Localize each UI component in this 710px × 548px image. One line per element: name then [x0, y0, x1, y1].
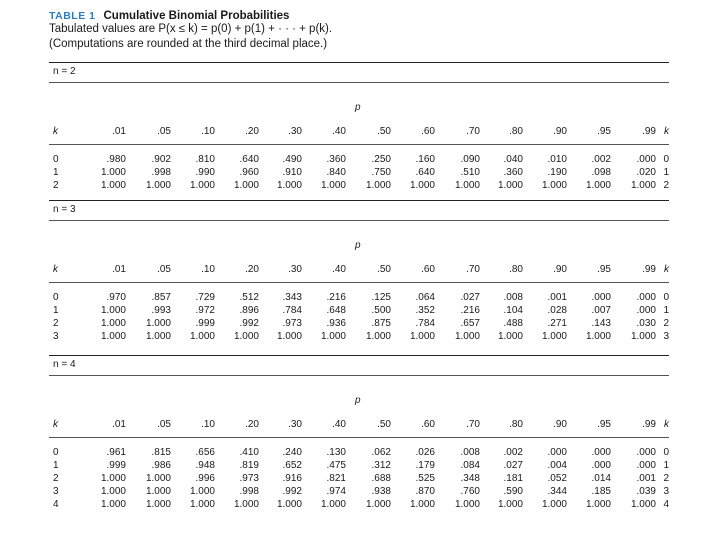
- table-cell: .040: [503, 154, 523, 165]
- table-header: [49, 10, 332, 52]
- table-cell: 1.000: [276, 331, 302, 342]
- k-value-right: 2: [663, 180, 669, 191]
- table-cell: .875: [371, 318, 391, 329]
- k-header-right: k: [664, 264, 669, 275]
- p-header-cell: .05: [157, 126, 171, 137]
- table-cell: .010: [547, 154, 567, 165]
- k-value-left: 2: [53, 180, 59, 191]
- k-value-right: 0: [663, 447, 669, 458]
- table-cell: .143: [591, 318, 611, 329]
- table-cell: .014: [591, 473, 611, 484]
- table-cell: .961: [106, 447, 126, 458]
- table-cell: 1.000: [189, 331, 215, 342]
- p-header-cell: .40: [332, 264, 346, 275]
- k-value-left: 1: [53, 167, 59, 178]
- table-cell: .348: [460, 473, 480, 484]
- table-cell: .000: [636, 292, 656, 303]
- table-cell: 1.000: [100, 473, 126, 484]
- table-cell: .784: [282, 305, 302, 316]
- table-cell: .870: [415, 486, 435, 497]
- table-cell: .000: [591, 460, 611, 471]
- p-header-cell: .01: [112, 264, 126, 275]
- table-cell: .090: [460, 154, 480, 165]
- table-cell: .181: [503, 473, 523, 484]
- table-cell: 1.000: [454, 499, 480, 510]
- table-cell: .500: [371, 305, 391, 316]
- header-rule: [49, 437, 669, 438]
- table-cell: .039: [636, 486, 656, 497]
- table-cell: .760: [460, 486, 480, 497]
- section-top-rule: [49, 355, 669, 356]
- p-label: p: [355, 240, 361, 251]
- k-value-right: 1: [663, 460, 669, 471]
- p-header-cell: .40: [332, 126, 346, 137]
- table-cell: .064: [415, 292, 435, 303]
- table-cell: .810: [195, 154, 215, 165]
- table-cell: 1.000: [454, 180, 480, 191]
- table-cell: .002: [503, 447, 523, 458]
- table-number-label: TABLE 1: [49, 10, 96, 22]
- k-header-right: k: [664, 419, 669, 430]
- table-cell: 1.000: [145, 331, 171, 342]
- k-header-left: k: [53, 126, 58, 137]
- table-cell: .510: [460, 167, 480, 178]
- table-cell: .062: [371, 447, 391, 458]
- p-header-cell: .90: [553, 264, 567, 275]
- table-cell: 1.000: [145, 473, 171, 484]
- p-header-cell: .30: [288, 419, 302, 430]
- table-cell: .640: [415, 167, 435, 178]
- table-cell: .360: [503, 167, 523, 178]
- table-cell: .980: [106, 154, 126, 165]
- section-top-rule: [49, 62, 669, 63]
- p-header-cell: .20: [245, 126, 259, 137]
- table-cell: .000: [591, 447, 611, 458]
- header-rule: [49, 144, 669, 145]
- table-cell: 1.000: [100, 318, 126, 329]
- table-cell: 1.000: [100, 331, 126, 342]
- table-cell: .475: [326, 460, 346, 471]
- section-top-rule: [49, 200, 669, 201]
- k-value-left: 4: [53, 499, 59, 510]
- table-cell: .104: [503, 305, 523, 316]
- k-value-right: 0: [663, 154, 669, 165]
- table-cell: .410: [239, 447, 259, 458]
- table-cell: .312: [371, 460, 391, 471]
- k-header-left: k: [53, 264, 58, 275]
- table-cell: .910: [282, 167, 302, 178]
- table-cell: .000: [547, 447, 567, 458]
- k-header-right: k: [664, 126, 669, 137]
- table-cell: .960: [239, 167, 259, 178]
- table-cell: .902: [151, 154, 171, 165]
- table-cell: .896: [239, 305, 259, 316]
- table-cell: .512: [239, 292, 259, 303]
- k-value-left: 2: [53, 318, 59, 329]
- k-value-left: 0: [53, 154, 59, 165]
- p-header-cell: .80: [509, 264, 523, 275]
- table-cell: .998: [151, 167, 171, 178]
- table-cell: .970: [106, 292, 126, 303]
- k-header-left: k: [53, 419, 58, 430]
- caption-line-1: Tabulated values are P(x ≤ k) = p(0) + p(1) + · · · + p(k).: [49, 23, 333, 35]
- table-cell: .999: [195, 318, 215, 329]
- p-header-cell: .30: [288, 126, 302, 137]
- p-header-cell: .60: [421, 419, 435, 430]
- table-cell: 1.000: [189, 180, 215, 191]
- table-cell: .271: [547, 318, 567, 329]
- table-cell: 1.000: [189, 486, 215, 497]
- k-value-left: 3: [53, 486, 59, 497]
- table-cell: .998: [239, 486, 259, 497]
- table-cell: .992: [239, 318, 259, 329]
- table-cell: .190: [547, 167, 567, 178]
- k-value-right: 1: [663, 167, 669, 178]
- p-header-cell: .20: [245, 264, 259, 275]
- p-header-cell: .40: [332, 419, 346, 430]
- table-cell: .590: [503, 486, 523, 497]
- table-cell: 1.000: [100, 167, 126, 178]
- p-header-cell: .70: [466, 419, 480, 430]
- table-cell: .002: [591, 154, 611, 165]
- table-cell: .216: [460, 305, 480, 316]
- table-cell: .857: [151, 292, 171, 303]
- p-header-cell: .95: [597, 419, 611, 430]
- table-cell: 1.000: [233, 331, 259, 342]
- table-cell: 1.000: [630, 180, 656, 191]
- p-header-cell: .80: [509, 419, 523, 430]
- p-header-cell: .20: [245, 419, 259, 430]
- p-label: p: [355, 102, 361, 113]
- table-cell: .240: [282, 447, 302, 458]
- table-cell: .001: [636, 473, 656, 484]
- table-cell: .729: [195, 292, 215, 303]
- table-section-n2: [49, 62, 669, 192]
- table-cell: .084: [460, 460, 480, 471]
- table-cell: 1.000: [320, 331, 346, 342]
- table-cell: .648: [326, 305, 346, 316]
- p-header-cell: .90: [553, 419, 567, 430]
- table-cell: 1.000: [145, 486, 171, 497]
- table-cell: .652: [282, 460, 302, 471]
- p-header-cell: .05: [157, 264, 171, 275]
- table-cell: .008: [503, 292, 523, 303]
- table-cell: .815: [151, 447, 171, 458]
- n-label: n = 3: [53, 204, 76, 215]
- table-cell: .160: [415, 154, 435, 165]
- p-header-cell: .30: [288, 264, 302, 275]
- table-title: [49, 10, 332, 22]
- table-cell: .996: [195, 473, 215, 484]
- header-rule: [49, 282, 669, 283]
- table-cell: .974: [326, 486, 346, 497]
- k-value-left: 3: [53, 331, 59, 342]
- table-cell: 1.000: [145, 180, 171, 191]
- table-cell: 1.000: [100, 499, 126, 510]
- table-title-text: Cumulative Binomial Probabilities: [103, 10, 290, 22]
- p-header-cell: .95: [597, 264, 611, 275]
- table-cell: 1.000: [585, 180, 611, 191]
- k-value-left: 1: [53, 305, 59, 316]
- table-cell: .028: [547, 305, 567, 316]
- table-cell: 1.000: [630, 331, 656, 342]
- table-cell: 1.000: [585, 499, 611, 510]
- table-cell: 1.000: [409, 331, 435, 342]
- table-cell: .993: [151, 305, 171, 316]
- table-cell: 1.000: [189, 499, 215, 510]
- k-value-left: 2: [53, 473, 59, 484]
- table-cell: 1.000: [145, 318, 171, 329]
- k-value-right: 2: [663, 318, 669, 329]
- table-cell: .344: [547, 486, 567, 497]
- table-cell: .972: [195, 305, 215, 316]
- p-header-cell: .50: [377, 419, 391, 430]
- p-header-cell: .60: [421, 126, 435, 137]
- p-header-cell: .99: [642, 126, 656, 137]
- table-cell: .784: [415, 318, 435, 329]
- k-value-right: 0: [663, 292, 669, 303]
- n-rule: [49, 82, 669, 83]
- table-cell: 1.000: [100, 305, 126, 316]
- table-cell: 1.000: [497, 331, 523, 342]
- table-cell: .179: [415, 460, 435, 471]
- p-header-cell: .60: [421, 264, 435, 275]
- table-cell: 1.000: [541, 499, 567, 510]
- table-section-n3: [49, 200, 669, 350]
- table-cell: 1.000: [541, 180, 567, 191]
- table-cell: 1.000: [497, 180, 523, 191]
- table-cell: .938: [371, 486, 391, 497]
- table-cell: .130: [326, 447, 346, 458]
- table-cell: 1.000: [365, 180, 391, 191]
- n-label: n = 2: [53, 66, 76, 77]
- p-header-cell: .95: [597, 126, 611, 137]
- table-cell: .640: [239, 154, 259, 165]
- p-header-cell: .10: [201, 264, 215, 275]
- table-cell: .000: [636, 460, 656, 471]
- table-cell: .000: [636, 154, 656, 165]
- table-section-n4: [49, 355, 669, 540]
- p-header-cell: .70: [466, 126, 480, 137]
- table-cell: 1.000: [145, 499, 171, 510]
- table-cell: .986: [151, 460, 171, 471]
- table-cell: 1.000: [320, 180, 346, 191]
- table-cell: .000: [636, 447, 656, 458]
- table-cell: .352: [415, 305, 435, 316]
- table-cell: .973: [282, 318, 302, 329]
- table-cell: .001: [547, 292, 567, 303]
- p-header-cell: .50: [377, 126, 391, 137]
- table-cell: .525: [415, 473, 435, 484]
- table-cell: .185: [591, 486, 611, 497]
- p-header-cell: .50: [377, 264, 391, 275]
- table-cell: 1.000: [541, 331, 567, 342]
- n-label: n = 4: [53, 359, 76, 370]
- table-cell: .098: [591, 167, 611, 178]
- table-cell: 1.000: [365, 499, 391, 510]
- table-cell: 1.000: [630, 499, 656, 510]
- caption-line-2: (Computations are rounded at the third decimal place.): [49, 38, 328, 50]
- table-cell: 1.000: [497, 499, 523, 510]
- p-header-cell: .99: [642, 419, 656, 430]
- p-header-cell: .01: [112, 126, 126, 137]
- table-cell: .948: [195, 460, 215, 471]
- p-label: p: [355, 395, 361, 406]
- table-cell: 1.000: [276, 499, 302, 510]
- table-cell: .840: [326, 167, 346, 178]
- table-cell: .216: [326, 292, 346, 303]
- k-value-right: 4: [663, 499, 669, 510]
- p-header-cell: .80: [509, 126, 523, 137]
- table-cell: .004: [547, 460, 567, 471]
- table-cell: 1.000: [585, 331, 611, 342]
- table-cell: .030: [636, 318, 656, 329]
- p-header-cell: .10: [201, 419, 215, 430]
- table-cell: .360: [326, 154, 346, 165]
- table-cell: .936: [326, 318, 346, 329]
- n-rule: [49, 220, 669, 221]
- p-header-cell: .10: [201, 126, 215, 137]
- table-cell: .992: [282, 486, 302, 497]
- n-rule: [49, 375, 669, 376]
- p-header-cell: .05: [157, 419, 171, 430]
- table-cell: .020: [636, 167, 656, 178]
- table-cell: .999: [106, 460, 126, 471]
- p-header-cell: .01: [112, 419, 126, 430]
- k-value-right: 2: [663, 473, 669, 484]
- p-header-cell: .99: [642, 264, 656, 275]
- table-cell: .656: [195, 447, 215, 458]
- table-cell: 1.000: [409, 180, 435, 191]
- k-value-left: 0: [53, 447, 59, 458]
- table-cell: .657: [460, 318, 480, 329]
- k-value-right: 3: [663, 331, 669, 342]
- table-cell: .027: [460, 292, 480, 303]
- table-cell: .973: [239, 473, 259, 484]
- table-cell: 1.000: [454, 331, 480, 342]
- table-cell: .488: [503, 318, 523, 329]
- table-cell: 1.000: [100, 486, 126, 497]
- table-cell: 1.000: [276, 180, 302, 191]
- p-header-cell: .70: [466, 264, 480, 275]
- table-cell: .026: [415, 447, 435, 458]
- p-header-cell: .90: [553, 126, 567, 137]
- table-cell: .490: [282, 154, 302, 165]
- table-cell: .000: [636, 305, 656, 316]
- table-cell: .750: [371, 167, 391, 178]
- k-value-left: 1: [53, 460, 59, 471]
- table-cell: .052: [547, 473, 567, 484]
- table-cell: .125: [371, 292, 391, 303]
- table-cell: 1.000: [320, 499, 346, 510]
- table-cell: 1.000: [409, 499, 435, 510]
- table-cell: .250: [371, 154, 391, 165]
- k-value-right: 1: [663, 305, 669, 316]
- table-cell: 1.000: [233, 499, 259, 510]
- table-cell: .688: [371, 473, 391, 484]
- table-cell: .819: [239, 460, 259, 471]
- table-cell: .000: [591, 292, 611, 303]
- table-cell: .343: [282, 292, 302, 303]
- k-value-left: 0: [53, 292, 59, 303]
- table-cell: .916: [282, 473, 302, 484]
- k-value-right: 3: [663, 486, 669, 497]
- table-cell: .990: [195, 167, 215, 178]
- table-cell: 1.000: [233, 180, 259, 191]
- table-cell: .027: [503, 460, 523, 471]
- table-cell: 1.000: [365, 331, 391, 342]
- table-cell: 1.000: [100, 180, 126, 191]
- table-cell: .008: [460, 447, 480, 458]
- table-cell: .007: [591, 305, 611, 316]
- table-cell: .821: [326, 473, 346, 484]
